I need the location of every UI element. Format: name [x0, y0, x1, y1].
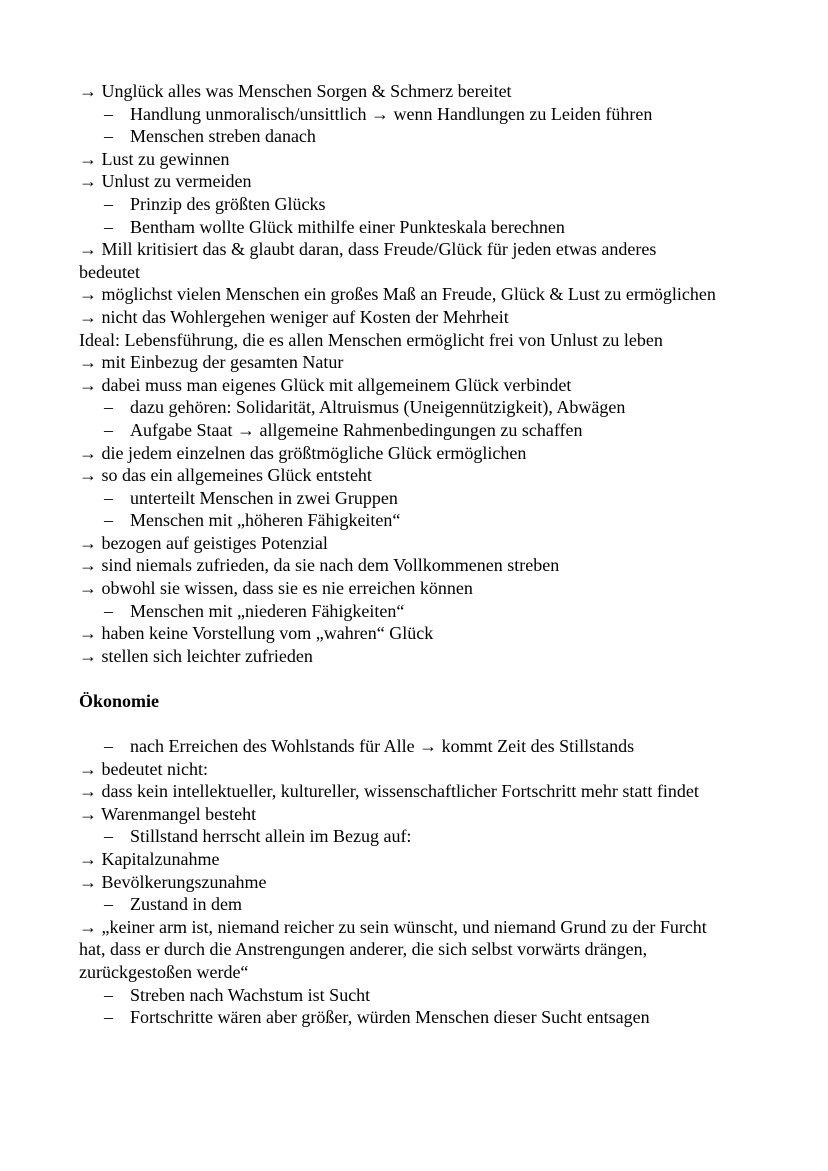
bullet-text: Streben nach Wachstum ist Sucht	[130, 984, 371, 1005]
arrow-line: → sind niemals zufrieden, da sie nach dem Vollkommenen streben	[79, 555, 560, 576]
dash-bullet-icon: –	[104, 216, 113, 237]
bullet-line	[79, 735, 719, 758]
bullet-text: Zustand in dem	[130, 894, 242, 915]
bullet-line	[79, 825, 719, 848]
bullet-text: Aufgabe Staat → allgemeine Rahmenbedingungen zu schaffen	[130, 419, 583, 440]
bullet-line	[79, 125, 719, 148]
arrow-line: → bedeutet nicht:	[79, 758, 208, 779]
bullet-line	[79, 509, 719, 532]
arrow-line: → haben keine Vorstellung vom „wahren“ Glück	[79, 623, 434, 644]
bullet-line	[79, 984, 719, 1007]
arrow-line: → Unglück alles was Menschen Sorgen & Schmerz bereitet	[79, 81, 512, 101]
bullet-line	[79, 216, 719, 239]
arrow-line: → nicht das Wohlergehen weniger auf Kosten der Mehrheit	[79, 306, 509, 327]
arrow-line: → mit Einbezug der gesamten Natur	[79, 352, 344, 373]
dash-bullet-icon: –	[104, 193, 113, 214]
section-heading-oekonomie: Ökonomie	[79, 691, 160, 712]
dash-bullet-icon: –	[104, 510, 113, 531]
bullet-line	[79, 1006, 719, 1029]
bullet-line	[79, 419, 719, 442]
dash-bullet-icon: –	[104, 487, 113, 508]
section-oekonomie-notes	[79, 735, 719, 1029]
arrow-line: → „keiner arm ist, niemand reicher zu sein wünscht, und niemand Grund zu der Furcht hat, dass er durch die Anstrengungen anderer, die sich selbst vorwärts drängen, zurückgestoßen werde“	[79, 916, 707, 982]
arrow-line: → Lust zu gewinnen	[79, 148, 230, 169]
arrow-line: → dass kein intellektueller, kultureller, wissenschaftlicher Fortschritt mehr statt findet	[79, 781, 699, 802]
bullet-line	[79, 600, 719, 623]
dash-bullet-icon: –	[104, 126, 113, 147]
bullet-text: Menschen mit „höheren Fähigkeiten“	[130, 510, 401, 531]
bullet-text: Menschen streben danach	[130, 126, 316, 147]
arrow-line: → Bevölkerungszunahme	[79, 871, 267, 892]
bullet-line	[79, 103, 719, 126]
arrow-line: → stellen sich leichter zufrieden	[79, 645, 313, 666]
bullet-line	[79, 193, 719, 216]
arrow-line: → Mill kritisiert das & glaubt daran, dass Freude/Glück für jeden etwas anderes bedeutet	[79, 239, 657, 282]
dash-bullet-icon: –	[104, 600, 113, 621]
bullet-text: dazu gehören: Solidarität, Altruismus (Uneigennützigkeit), Abwägen	[130, 397, 626, 418]
bullet-text: Menschen mit „niederen Fähigkeiten“	[130, 600, 405, 621]
bullet-line	[79, 893, 719, 916]
dash-bullet-icon: –	[104, 1007, 113, 1028]
arrow-line: → Warenmangel besteht	[79, 803, 257, 824]
bullet-line	[79, 487, 719, 510]
arrow-line: → bezogen auf geistiges Potenzial	[79, 532, 328, 553]
dash-bullet-icon: –	[104, 984, 113, 1005]
dash-bullet-icon: –	[104, 103, 113, 124]
arrow-line: → Kapitalzunahme	[79, 849, 220, 869]
dash-bullet-icon: –	[104, 826, 113, 847]
bullet-text: Stillstand herrscht allein im Bezug auf:	[130, 826, 412, 847]
arrow-line: → dabei muss man eigenes Glück mit allgemeinem Glück verbindet	[79, 374, 572, 395]
bullet-text: Fortschritte wären aber größer, würden Menschen dieser Sucht entsagen	[130, 1007, 650, 1028]
bullet-text: Bentham wollte Glück mithilfe einer Punkteskala berechnen	[130, 216, 565, 237]
dash-bullet-icon: –	[104, 736, 113, 757]
bullet-text: unterteilt Menschen in zwei Gruppen	[130, 487, 398, 508]
arrow-line: → die jedem einzelnen das größtmögliche Glück ermöglichen	[79, 442, 527, 463]
dash-bullet-icon: –	[104, 419, 113, 440]
dash-bullet-icon: –	[104, 894, 113, 915]
arrow-line: → obwohl sie wissen, dass sie es nie erreichen können	[79, 578, 473, 599]
bullet-text: nach Erreichen des Wohlstands für Alle → kommt Zeit des Stillstands	[130, 736, 635, 757]
bullet-line	[79, 396, 719, 419]
arrow-line: → so das ein allgemeines Glück entsteht	[79, 465, 372, 486]
bullet-text: Prinzip des größten Glücks	[130, 193, 326, 214]
arrow-line: → Unlust zu vermeiden	[79, 171, 252, 192]
text-line: Ideal: Lebensführung, die es allen Menschen ermöglicht frei von Unlust zu leben	[79, 329, 663, 350]
dash-bullet-icon: –	[104, 397, 113, 418]
arrow-line: → möglichst vielen Menschen ein großes Maß an Freude, Glück & Lust zu ermöglichen	[79, 284, 716, 305]
bullet-text: Handlung unmoralisch/unsittlich → wenn Handlungen zu Leiden führen	[130, 103, 653, 124]
section-utilitarismus-notes	[79, 80, 719, 667]
document-content	[79, 80, 719, 1029]
